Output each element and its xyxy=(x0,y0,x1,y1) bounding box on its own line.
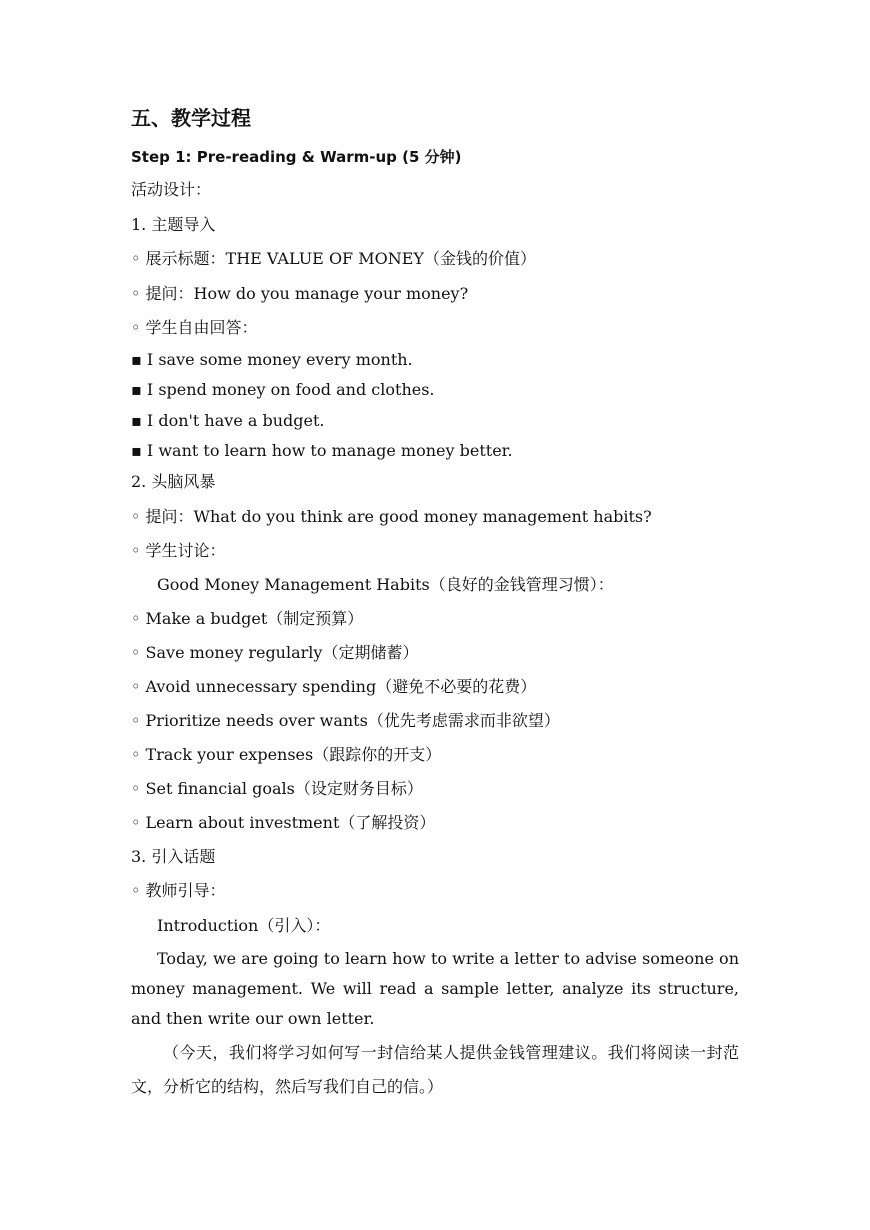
show-title-item: ◦ 展示标题：THE VALUE OF MONEY（金钱的价值） xyxy=(131,249,536,268)
step-title: Step 1: Pre-reading & Warm-up (5 分钟) xyxy=(131,148,462,166)
free-answer-item: ◦ 学生自由回答： xyxy=(131,318,258,337)
answer-item: ▪ I save some money every month. xyxy=(131,350,413,369)
habit-item: ◦ Prioritize needs over wants（优先考虑需求而非欲望） xyxy=(131,711,560,730)
habit-item: ◦ Save money regularly（定期储蓄） xyxy=(131,643,419,662)
introduction-label: Introduction（引入）： xyxy=(157,916,331,935)
answer-item: ▪ I spend money on food and clothes. xyxy=(131,380,435,399)
ask-question-item: ◦ 提问：How do you manage your money? xyxy=(131,284,469,303)
introduction-chinese-paragraph: （今天，我们将学习如何写一封信给某人提供金钱管理建议。我们将阅读一封范文，分析它的结构，然后写我们自己的信。） xyxy=(131,1043,739,1096)
habits-title: Good Money Management Habits（良好的金钱管理习惯）： xyxy=(157,575,614,594)
topic-intro-heading: 1. 主题导入 xyxy=(131,215,216,234)
introduction-english-paragraph: Today, we are going to learn how to write a letter to advise someone on money management. We will read a sample letter, analyze its structure, and then write our own letter. xyxy=(131,949,739,1028)
habit-item: ◦ Learn about investment（了解投资） xyxy=(131,813,436,832)
brainstorm-question-item: ◦ 提问：What do you think are good money management habits? xyxy=(131,507,652,526)
answer-item: ▪ I don't have a budget. xyxy=(131,411,325,430)
activity-label: 活动设计： xyxy=(131,180,212,199)
answer-item: ▪ I want to learn how to manage money better. xyxy=(131,441,513,460)
habit-item: ◦ Set financial goals（设定财务目标） xyxy=(131,779,423,798)
section-title: 五、教学过程 xyxy=(131,106,251,130)
discussion-item: ◦ 学生讨论： xyxy=(131,541,226,560)
introduce-topic-heading: 3. 引入话题 xyxy=(131,847,216,866)
habit-item: ◦ Make a budget（制定预算） xyxy=(131,609,364,628)
habit-item: ◦ Track your expenses（跟踪你的开支） xyxy=(131,745,442,764)
habit-item: ◦ Avoid unnecessary spending（避免不必要的花费） xyxy=(131,677,537,696)
brainstorm-heading: 2. 头脑风暴 xyxy=(131,472,216,491)
teacher-guide-item: ◦ 教师引导： xyxy=(131,881,226,900)
